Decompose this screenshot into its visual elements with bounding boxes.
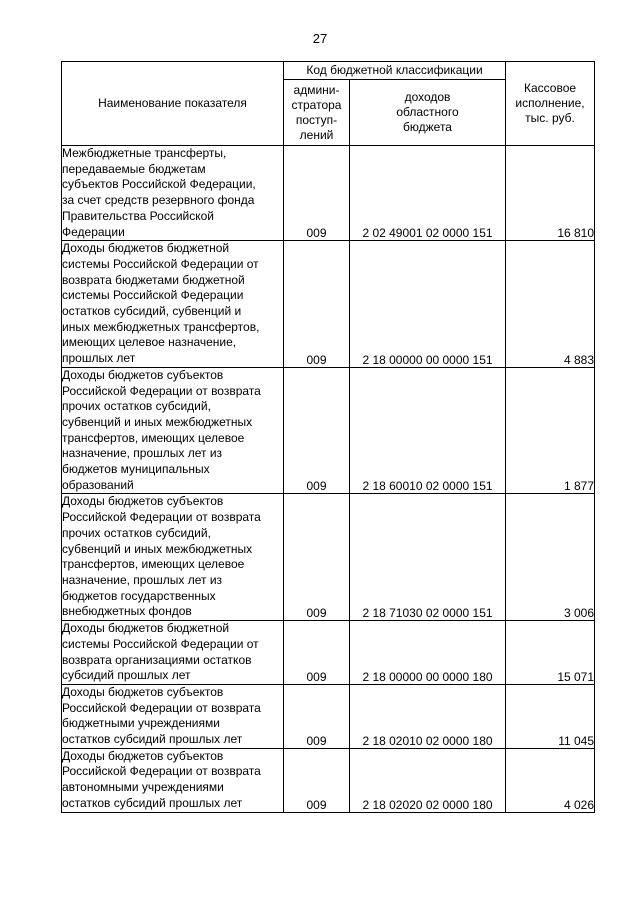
- name-line: за счет средств резервного фонда: [62, 193, 255, 208]
- row-admin-code: 009: [284, 494, 350, 621]
- name-line: Правительства Российской: [62, 208, 215, 223]
- row-income-code: 2 18 02020 02 0000 180: [350, 748, 506, 812]
- table-row: [62, 684, 595, 748]
- name-line: Доходы бюджетов бюджетной: [62, 621, 230, 636]
- name-line: имеющих целевое назначение,: [62, 335, 237, 350]
- header-income-line: доходов: [404, 90, 451, 104]
- table-row: [62, 621, 595, 685]
- row-indicator-name: [62, 748, 284, 812]
- header-cash-execution: [506, 62, 595, 146]
- name-line: автономными учреждениями: [62, 780, 224, 795]
- row-amount: 11 045: [506, 684, 595, 748]
- row-admin-code: 009: [284, 146, 350, 241]
- header-amount-line: Кассовое: [523, 81, 577, 95]
- name-line: прочих остатков субсидий,: [62, 525, 211, 540]
- name-line: Доходы бюджетов субъектов: [62, 494, 224, 509]
- table-header: [62, 62, 595, 146]
- row-amount: 4 026: [506, 748, 595, 812]
- header-admin-line: стратора: [291, 97, 342, 112]
- budget-execution-table: [61, 61, 595, 813]
- name-line: иных межбюджетных трансфертов,: [62, 319, 260, 334]
- row-amount: 16 810: [506, 146, 595, 241]
- row-indicator-name: [62, 621, 284, 685]
- name-line: субсидий прошлых лет: [62, 668, 191, 683]
- name-line: Российской Федерации от возврата: [62, 700, 261, 715]
- name-line: субвенций и иных межбюджетных: [62, 414, 253, 429]
- table-row: [62, 241, 595, 368]
- row-admin-code: 009: [284, 748, 350, 812]
- header-admin-line: поступ-: [295, 112, 338, 127]
- table-row: [62, 367, 595, 494]
- name-line: внебюджетных фондов: [62, 604, 192, 619]
- row-admin-code: 009: [284, 684, 350, 748]
- name-line: трансфертов, имеющих целевое: [62, 557, 245, 572]
- header-income-line: областного: [396, 105, 459, 119]
- table-body: [62, 146, 595, 813]
- name-line: субъектов Российской Федерации,: [62, 177, 256, 192]
- row-income-code: 2 18 00000 00 0000 180: [350, 621, 506, 685]
- name-line: Доходы бюджетов субъектов: [62, 748, 224, 763]
- name-line: образований: [62, 477, 134, 492]
- name-line: системы Российской Федерации от: [62, 256, 259, 271]
- name-line: назначение, прошлых лет из: [62, 572, 223, 587]
- name-line: Доходы бюджетов субъектов: [62, 367, 224, 382]
- name-line: бюджетов государственных: [62, 588, 216, 603]
- header-amount-line: исполнение,: [515, 96, 585, 110]
- row-indicator-name: [62, 146, 284, 241]
- header-classification-code: Код бюджетной классификации: [284, 62, 506, 80]
- name-line: Межбюджетные трансферты,: [62, 146, 227, 160]
- header-admin-line: лений: [299, 127, 334, 142]
- name-line: Российской Федерации от возврата: [62, 383, 261, 398]
- header-admin-line: админи-: [293, 82, 340, 97]
- name-line: Доходы бюджетов субъектов: [62, 684, 224, 699]
- row-income-code: 2 18 02010 02 0000 180: [350, 684, 506, 748]
- name-line: остатков субсидий прошлых лет: [62, 732, 243, 747]
- name-line: бюджетов муниципальных: [62, 462, 210, 477]
- row-amount: 3 006: [506, 494, 595, 621]
- table-row: [62, 748, 595, 812]
- name-line: остатков субсидий прошлых лет: [62, 795, 243, 810]
- name-line: возврата бюджетами бюджетной: [62, 272, 245, 287]
- table-row: [62, 494, 595, 621]
- page-number: 27: [312, 31, 328, 46]
- header-regional-income: [350, 80, 506, 146]
- header-amount-line: тыс. руб.: [525, 111, 575, 125]
- name-line: остатков субсидий, субвенций и: [62, 304, 242, 319]
- row-income-code: 2 18 60010 02 0000 151: [350, 367, 506, 494]
- name-line: системы Российской Федерации: [62, 288, 244, 303]
- row-amount: 1 877: [506, 367, 595, 494]
- row-indicator-name: [62, 367, 284, 494]
- row-indicator-name: [62, 684, 284, 748]
- name-line: бюджетными учреждениями: [62, 716, 220, 731]
- name-line: прошлых лет: [62, 351, 136, 366]
- row-indicator-name: [62, 494, 284, 621]
- row-indicator-name: [62, 241, 284, 368]
- name-line: Российской Федерации от возврата: [62, 764, 261, 779]
- row-income-code: 2 18 71030 02 0000 151: [350, 494, 506, 621]
- header-income-line: бюджета: [403, 120, 452, 134]
- row-admin-code: 009: [284, 241, 350, 368]
- row-income-code: 2 18 00000 00 0000 151: [350, 241, 506, 368]
- row-amount: 4 883: [506, 241, 595, 368]
- name-line: назначение, прошлых лет из: [62, 446, 223, 461]
- name-line: прочих остатков субсидий,: [62, 399, 211, 414]
- name-line: Федерации: [62, 224, 125, 239]
- row-income-code: 2 02 49001 02 0000 151: [350, 146, 506, 241]
- name-line: возврата организациями остатков: [62, 652, 252, 667]
- table-row: [62, 146, 595, 241]
- row-admin-code: 009: [284, 367, 350, 494]
- row-amount: 15 071: [506, 621, 595, 685]
- name-line: Российской Федерации от возврата: [62, 510, 261, 525]
- name-line: Доходы бюджетов бюджетной: [62, 241, 230, 256]
- name-line: передаваемые бюджетам: [62, 161, 206, 176]
- name-line: трансфертов, имеющих целевое: [62, 430, 245, 445]
- name-line: системы Российской Федерации от: [62, 636, 259, 651]
- header-administrator: [284, 80, 350, 146]
- row-admin-code: 009: [284, 621, 350, 685]
- header-indicator-name: Наименование показателя: [62, 62, 284, 146]
- name-line: субвенций и иных межбюджетных: [62, 541, 253, 556]
